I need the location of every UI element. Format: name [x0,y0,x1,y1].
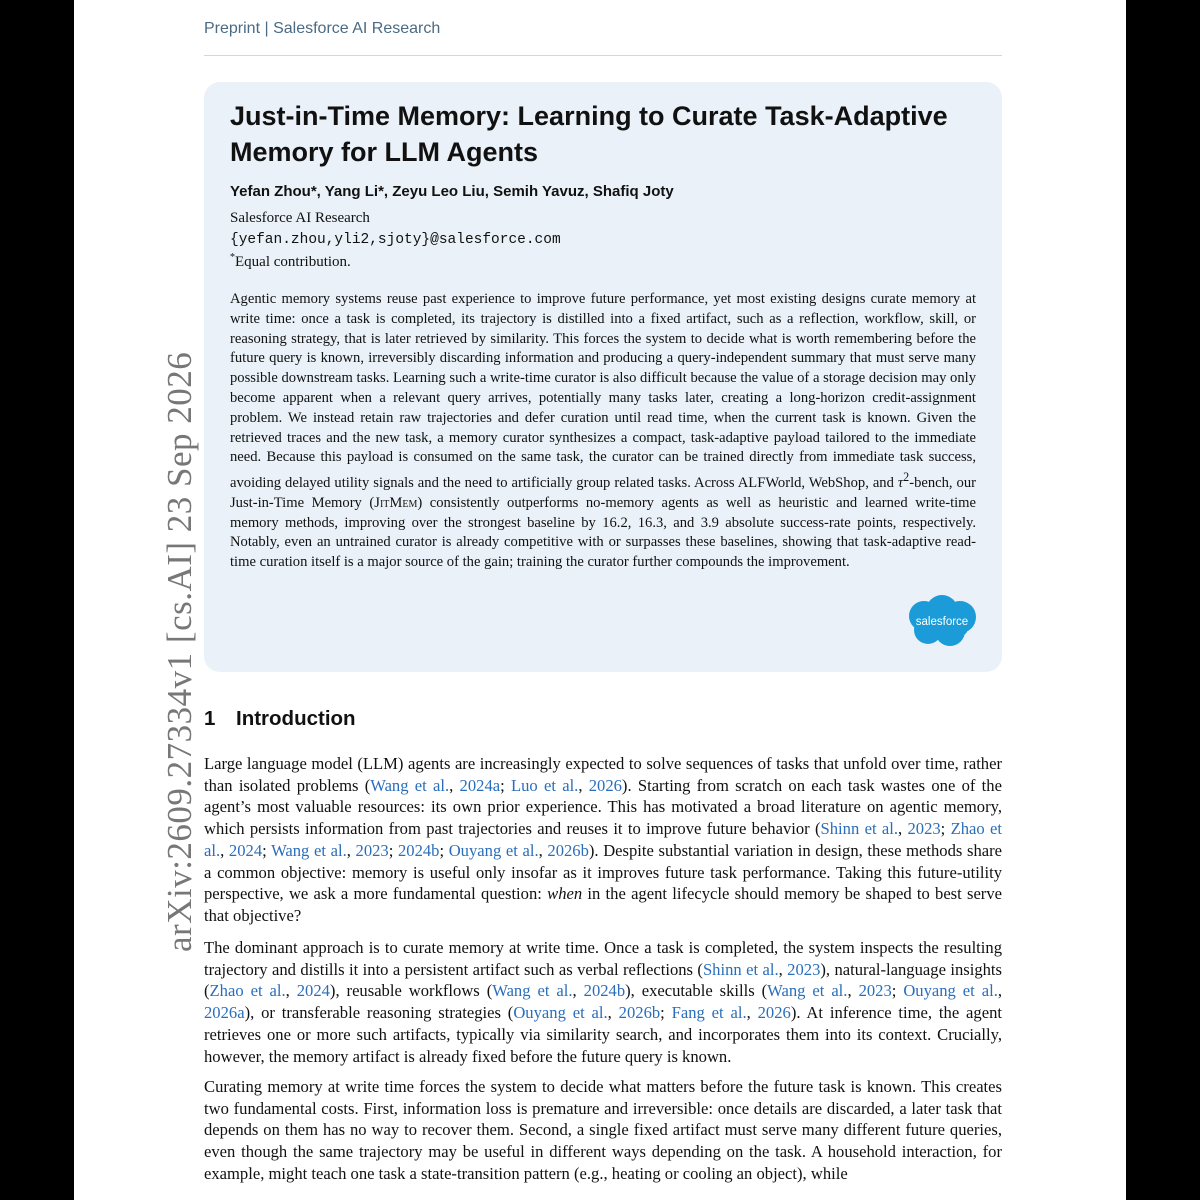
equal-contribution-text: Equal contribution. [235,254,351,270]
citation-link[interactable]: Wang et al. [767,981,848,1001]
paragraph-text: , [285,981,297,1001]
abstract-part-1: Agentic memory systems reuse past experience to improve future performance, yet most existing designs curate memory at write time: once a task is completed, its trajectory is distilled into a fixed artifact, such as a reflection, workflow, skill, or reasoning strategy, that is later retrieved by similarity. This forces the system to decide what is worth remembering before the future query is known, irreversibly discarding information and producing a query-independent summary that must serve many possible downstream tasks. Learning such a write-time curator is also difficult because the value of a storage decision may only become apparent when a relevant query arrives, potentially many tasks later, creating a long-horizon credit-assignment problem. We instead retain raw trajectories and defer curation until read time, when the current task is known. Given the retrieved traces and the new task, a memory curator synthesizes a compact, task-adaptive payload tailored to the immediate need. Because this payload is consumed on the same task, the curator can be trained directly from immediate task success, avoiding delayed utility signals and the need to artificially group related tasks. Across ALFWorld, WebShop, and [230,291,976,492]
paragraph-text: , [746,1003,758,1023]
citation-link[interactable]: Luo et al. [510,775,579,795]
citation-link[interactable]: Ouyang et al. [513,1003,608,1023]
paragraph-text: ; [388,840,398,860]
citation-link[interactable]: Zhao et al. [209,981,286,1001]
running-header: Preprint | Salesforce AI Research [204,20,441,37]
citation-link[interactable]: Shinn et al. [820,819,898,839]
abstract-part-3: ) consistently outperforms no-memory agents as well as heuristic and learned write-time memory methods, improving over the strongest baseline by 16.2, 16.3, and 3.9 absolute success-rate points, respectively. Notably, even an untrained curator is already competitive with or surpasses these baselines, showing that task-adaptive read-time curation itself is a major source of the gain; training the curator further compounds the improvement. [230,494,977,571]
citation-link[interactable]: 2024 [296,981,330,1001]
citation-link[interactable]: 2024b [583,981,626,1001]
paragraph-text: , [898,819,908,839]
tau-superscript: 2 [903,470,910,485]
paragraph-text: ; [262,840,272,860]
paragraph-text: ), natural-language insights ( [204,959,1002,1001]
citation-link[interactable]: 2026 [588,775,622,795]
abstract-part-2: -bench, our Just-in-Time Memory ( [230,475,976,511]
paragraph-text: Curating memory at write time forces the system to decide what matters before the future task is known. This creates two fundamental costs. First, information loss is premature and irreversible: once details are discarded, a later task that depends on them has no way to recover them. Second, a single fixed artifact must serve many different future queries, even though the same trajectory may be useful in different ways depending on the task. A household interaction, for example, might teach one task a state-transition pattern (e.g., heating or cooling an object), while [204,1077,1002,1183]
citation-link[interactable]: 2026b [547,840,589,860]
equal-contribution-note: *Equal contribution. [230,252,351,270]
author-emails: {yefan.zhou,yli2,sjoty}@salesforce.com [230,232,561,248]
paragraph-text: Large language model (LLM) agents are increasingly expected to solve sequences of tasks that unfold over time, rather than isolated problems ( [204,754,1002,795]
paragraph-text: , [997,981,1003,1001]
paragraph-text: , [847,981,859,1001]
paragraph-text: , [538,840,548,860]
citation-link[interactable]: Fang et al. [671,1003,747,1023]
paragraph-text: , [572,981,584,1001]
paragraph-text: ). Despite substantial variation in design, these methods share a common objective: memory is useful only insofar as it improves future task performance. Taking this future-utility perspective, we ask a more fundamental question: [204,840,1003,904]
paragraph-text: , [449,775,460,795]
citation-link[interactable]: 2023 [907,819,941,839]
citation-link[interactable]: Zhao et al. [204,819,1002,860]
salesforce-logo-text: salesforce [915,616,969,628]
citation-link[interactable]: 2023 [787,959,821,979]
citation-link[interactable]: 2026 [757,1003,791,1023]
title-abstract-box [204,82,1002,672]
paper-title: Just-in-Time Memory: Learning to Curate Task-Adaptive Memory for LLM Agents [230,101,948,167]
intro-paragraph-1 [204,753,1002,927]
section-number: 1 [204,707,216,730]
emphasis-text: when [547,884,583,904]
paragraph-text: ), reusable workflows ( [329,981,493,1001]
paragraph-text: ; [439,840,449,860]
header-divider [204,55,1002,56]
author-list: Yefan Zhou*, Yang Li*, Zeyu Leo Liu, Semih Yavuz, Shafiq Joty [230,183,674,200]
paragraph-text: ), or transferable reasoning strategies ( [244,1003,514,1023]
paragraph-text: ; [891,981,904,1001]
paragraph-text: ). At inference time, the agent retrieves one or more such artifacts, typically via similarity search, and incorporates them into its context. Crucially, however, the memory artifact is already fixed before the future query is known. [204,1003,1002,1066]
intro-paragraph-2 [204,937,1002,1067]
citation-link[interactable]: 2024a [459,775,501,795]
paragraph-text: , [778,959,788,979]
paragraph-text: ; [660,1003,672,1023]
citation-link[interactable]: 2024 [228,840,263,860]
citation-link[interactable]: 2023 [355,840,389,860]
tau-symbol: τ [897,475,904,492]
paragraph-text: The dominant approach is to curate memory at write time. Once a task is completed, the system inspects the resulting trajectory and distills it into a persistent artifact such as verbal reflections ( [204,938,1002,979]
paragraph-text: ; [500,775,511,795]
paragraph-text: ), executable skills ( [625,981,768,1001]
citation-link[interactable]: Shinn et al. [702,959,779,979]
citation-link[interactable]: Wang et al. [370,775,450,795]
citation-link[interactable]: 2026b [618,1003,661,1023]
paragraph-text: ; [940,819,951,839]
arxiv-identifier: arXiv:2609.27334v1 [cs.AI] 23 Sep 2026 [160,351,199,952]
citation-link[interactable]: Wang et al. [492,981,573,1001]
jitmem-name: JitMem [374,494,418,511]
citation-link[interactable]: Wang et al. [271,840,347,860]
paragraph-text: ). Starting from scratch on each task wastes one of the agent’s most valuable resources: its own prior experience. This has motivated a broad literature on agentic memory, which persists information from past trajectories and reuses it to improve future behavior ( [204,775,1002,839]
section-heading-introduction [204,707,1002,731]
salesforce-logo [904,594,980,648]
paragraph-text: , [578,775,589,795]
citation-link[interactable]: 2024b [397,840,440,860]
paragraph-text: , [607,1003,619,1023]
section-title: Introduction [236,707,356,730]
paper-page [74,0,1126,1200]
citation-link[interactable]: Ouyang et al. [903,981,998,1001]
intro-paragraph-3 [204,1076,1002,1185]
citation-link[interactable]: Ouyang et al. [448,840,539,860]
abstract [230,290,976,573]
paragraph-text: , [346,840,356,860]
citation-link[interactable]: 2026a [204,1003,245,1023]
paragraph-text: , [220,840,229,860]
citation-link[interactable]: 2023 [858,981,892,1001]
paragraph-text: in the agent lifecycle should memory be shaped to best serve that objective? [204,884,1002,925]
affiliation: Salesforce AI Research [230,210,370,226]
